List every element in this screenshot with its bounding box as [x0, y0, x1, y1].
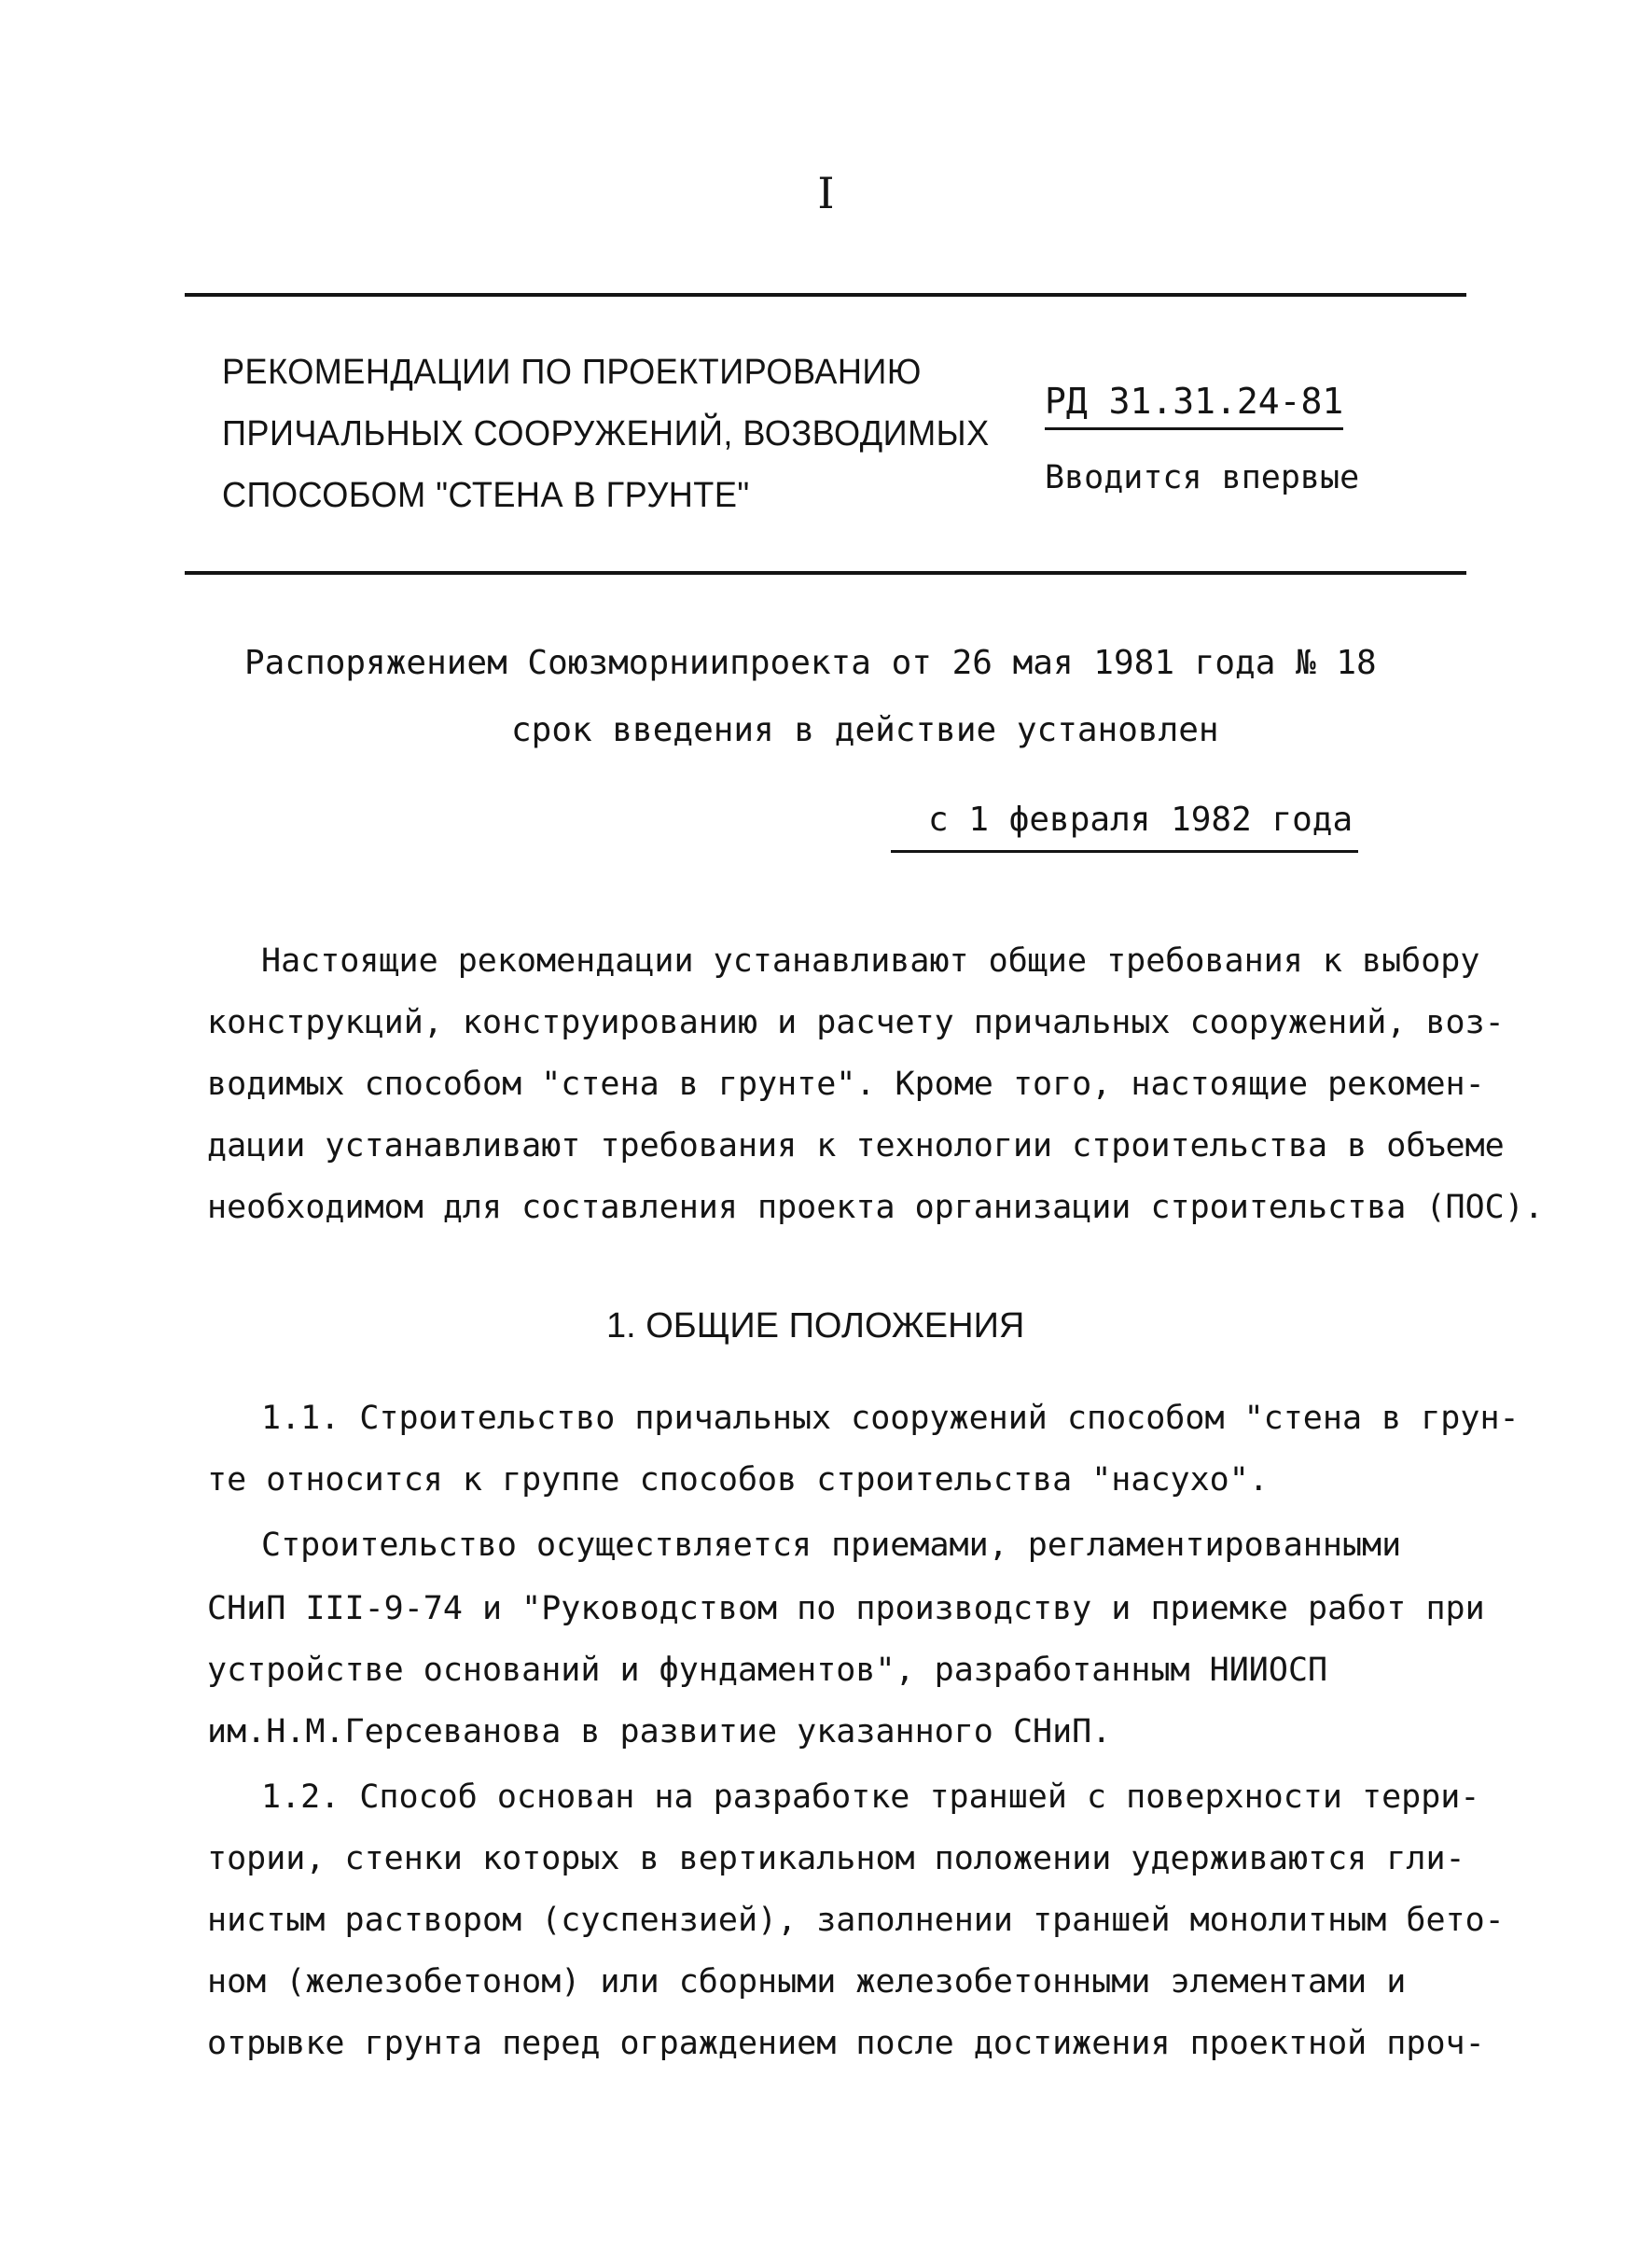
page-number: I [817, 168, 835, 218]
clause-1-2-line: отрывке грунта перед ограждением после достижения проектной проч- [207, 2025, 1485, 2062]
order-statement: Распоряжением Союзморниипроекта от 26 мая 1981 года № 18 [244, 644, 1377, 682]
document-title-line-2: ПРИЧАЛЬНЫХ СООРУЖЕНИЙ, ВОЗВОДИМЫХ [222, 414, 990, 453]
effective-date: с 1 февраля 1982 года [891, 801, 1358, 853]
clause-1-1-extra-line: им.Н.М.Герсеванова в развитие указанного СНиП. [207, 1713, 1112, 1750]
clause-1-2-line: ном (железобетоном) или сборными железобетонными элементами и [207, 1963, 1407, 2001]
order-statement-continued: срок введения в действие установлен [511, 711, 1219, 749]
clause-1-2-line: нистым раствором (суспензией), заполнении траншей монолитным бето- [207, 1902, 1505, 1939]
preamble-line: дации устанавливают требования к технологии строительства в объеме [207, 1127, 1505, 1164]
clause-1-1-line: 1.1. Строительство причальных сооружений способом "стена в грун- [261, 1400, 1520, 1437]
document-title-line-1: РЕКОМЕНДАЦИИ ПО ПРОЕКТИРОВАНИЮ [222, 353, 922, 392]
clause-1-1-extra-line: Строительство осуществляется приемами, регламентированными [261, 1527, 1402, 1564]
document-title-line-3: СПОСОБОМ "СТЕНА В ГРУНТЕ" [222, 476, 750, 515]
header-top-rule [185, 293, 1466, 297]
preamble-line: водимых способом "стена в грунте". Кроме того, настоящие рекомен- [207, 1066, 1485, 1103]
section-heading: 1. ОБЩИЕ ПОЛОЖЕНИЯ [606, 1306, 1025, 1346]
preamble-line: необходимом для составления проекта организации строительства (ПОС). [207, 1189, 1544, 1226]
clause-1-1-extra-line: СНиП III-9-74 и "Руководством по производству и приемке работ при [207, 1590, 1485, 1627]
document-designation: РД 31.31.24-81 [1045, 381, 1343, 430]
clause-1-1-line: те относится к группе способов строительства "насухо". [207, 1461, 1269, 1499]
preamble-line: конструкций, конструированию и расчету причальных сооружений, воз- [207, 1004, 1505, 1041]
clause-1-2-line: 1.2. Способ основан на разработке траншей с поверхности терри- [261, 1778, 1480, 1816]
clause-1-1-extra-line: устройстве оснований и фундаментов", разработанным НИИОСП [207, 1652, 1328, 1689]
header-bottom-rule [185, 571, 1466, 575]
preamble-line: Настоящие рекомендации устанавливают общие требования к выбору [261, 942, 1480, 980]
intro-note: Вводится впервые [1045, 459, 1360, 496]
clause-1-2-line: тории, стенки которых в вертикальном положении удерживаются гли- [207, 1840, 1465, 1877]
